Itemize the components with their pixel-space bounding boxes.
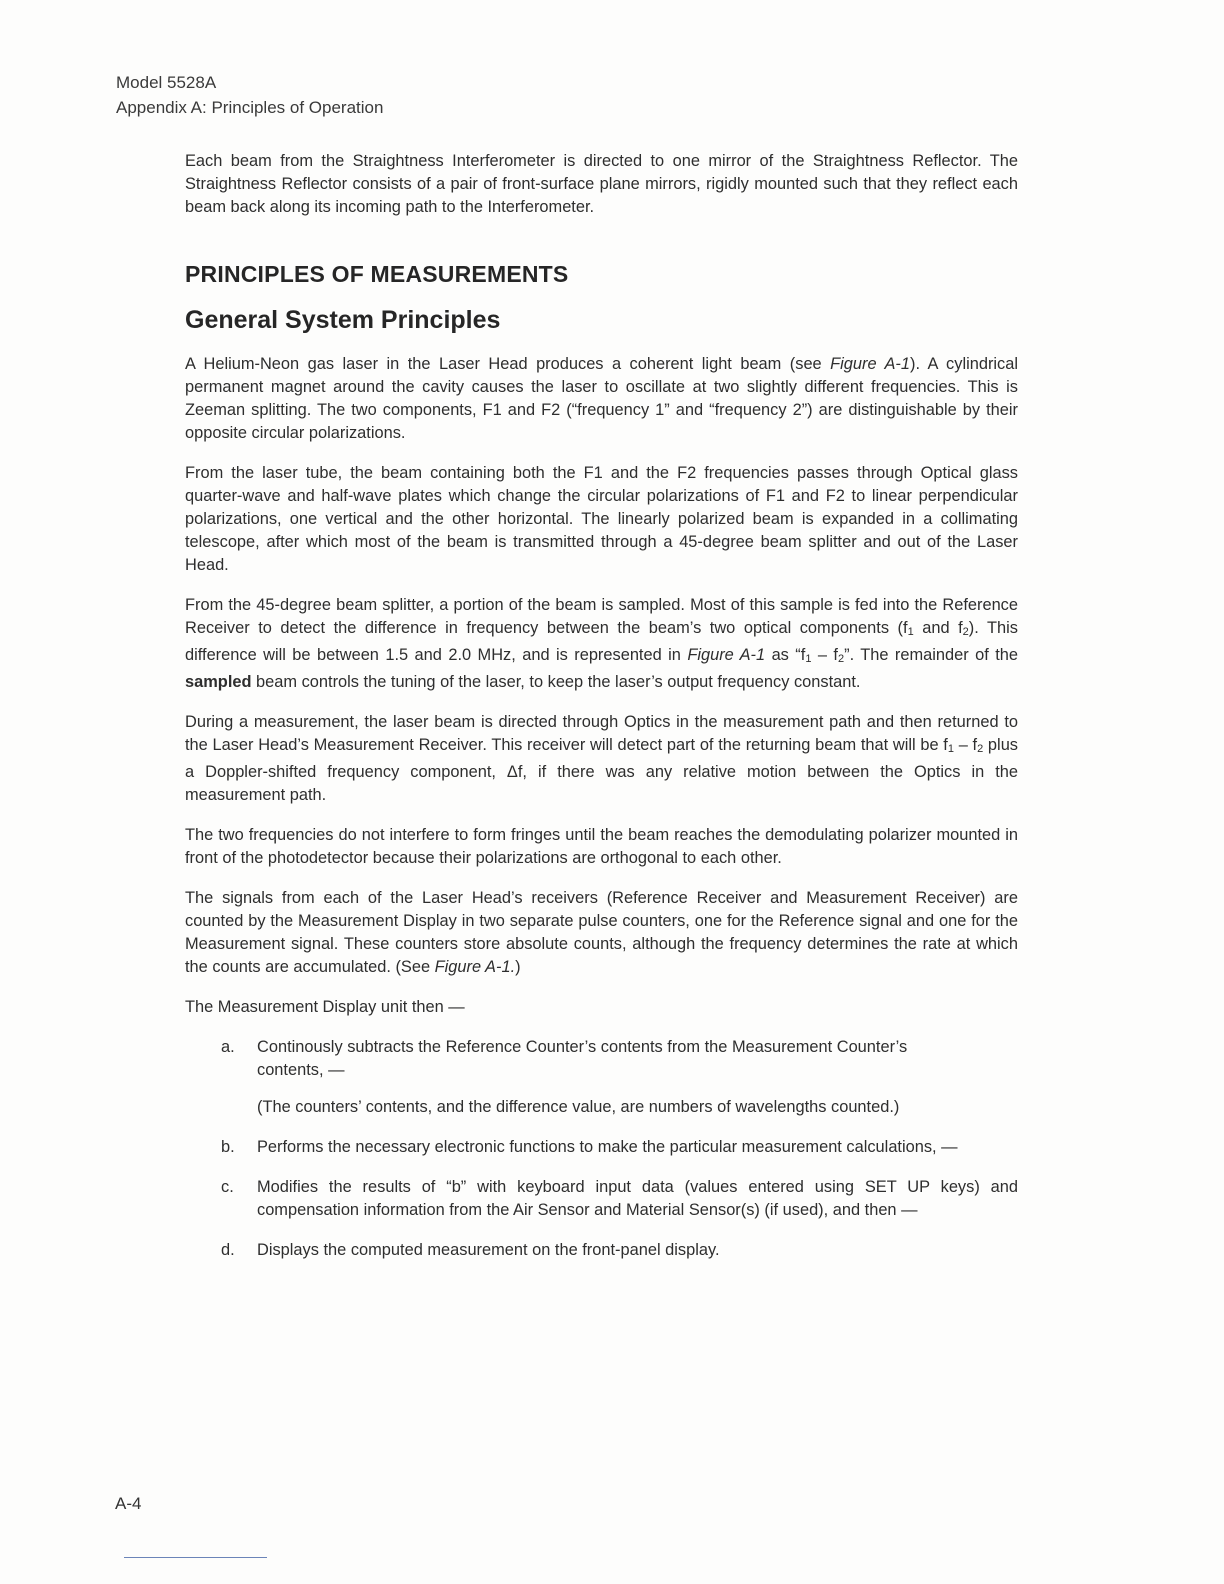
footer-rule xyxy=(124,1557,267,1558)
paragraph-counters xyxy=(185,887,1018,979)
paragraph-measurement-receiver xyxy=(185,711,1018,807)
page-number: A-4 xyxy=(115,1494,142,1513)
step-letter: a. xyxy=(221,1038,235,1056)
paragraph-beam-path: From the laser tube, the beam containing both the F1 and the F2 frequencies passes through Optical glass quarter-wave and half-wave plates which change the circular polarizations of F1 and F2 to linear perpendicular polarizations, one vertical and the other horizontal. The linearly polarized beam is expanded in a collimating telescope, after which most of the beam is transmitted through a 45-degree beam splitter and out of the Laser Head. xyxy=(185,464,1018,574)
text-span: plus a Doppler-shifted frequency component, Δf, if there was any relative motion between the Optics in the measurement path. xyxy=(185,736,1019,804)
step-text: Performs the necessary electronic functions to make the particular measurement calculations, — xyxy=(257,1138,958,1156)
list-item xyxy=(185,1136,1018,1159)
figure-reference: Figure A-1 xyxy=(830,355,910,373)
step-note: (The counters’ contents, and the difference value, are numbers of wavelengths counted.) xyxy=(257,1098,900,1116)
subsection-heading: General System Principles xyxy=(185,306,501,334)
list-item xyxy=(185,1239,1018,1262)
text-span: as “f xyxy=(765,646,806,664)
paragraph-fringes: The two frequencies do not interfere to form fringes until the beam reaches the demodulating polarizer mounted in front of the photodetector because their polarizations are orthogonal to each other. xyxy=(185,826,1018,867)
step-letter: c. xyxy=(221,1178,234,1196)
list-item xyxy=(185,1036,1018,1119)
steps-list xyxy=(185,1036,1018,1262)
text-span: ). This difference will be between 1.5 and 2.0 MHz, and is represented in xyxy=(185,619,1019,664)
subscript: 2 xyxy=(837,653,845,665)
main-content xyxy=(185,150,1018,1279)
subscript: 1 xyxy=(947,743,954,755)
text-span: ”. The remainder of the xyxy=(844,646,1019,664)
paragraph-reference-receiver xyxy=(185,594,1018,694)
text-span: – f xyxy=(953,736,978,754)
emphasis-sampled: sampled xyxy=(185,673,252,691)
text-span: and f xyxy=(913,619,963,637)
running-header xyxy=(116,70,383,120)
subscript: 2 xyxy=(962,626,969,638)
steps-lead-in: The Measurement Display unit then — xyxy=(185,998,465,1016)
appendix-title: Appendix A: Principles of Operation xyxy=(116,98,384,117)
text-span: ). A cylindrical permanent magnet around the cavity causes the laser to oscillate at two slightly different frequencies. This is Zeeman splitting. The two components, F1 and F2 (“frequency 1” and “frequency 2”) are distinguishable by their opposite circular polarizations. xyxy=(185,355,1019,442)
subscript: 2 xyxy=(977,743,984,755)
figure-reference: Figure A-1 xyxy=(687,646,766,664)
text-span: During a measurement, the laser beam is directed through Optics in the measurement path and then returned to the Laser Head’s Measurement Receiver. This receiver will detect part of the returning beam that will be f xyxy=(185,713,1018,754)
list-item xyxy=(185,1176,1018,1222)
figure-reference: Figure A-1. xyxy=(434,958,516,976)
step-letter: d. xyxy=(221,1241,235,1259)
text-span: ) xyxy=(515,958,521,976)
text-span: – f xyxy=(811,646,838,664)
intro-paragraph: Each beam from the Straightness Interferometer is directed to one mirror of the Straightness Reflector. The Straightness Reflector consists of a pair of front-surface plane mirrors, rigidly mounted such that they reflect each beam back along its incoming path to the Interferometer. xyxy=(185,152,1018,216)
paragraph-laser-source xyxy=(185,353,1018,445)
section-heading: PRINCIPLES OF MEASUREMENTS xyxy=(185,261,569,287)
step-text: Displays the computed measurement on the front-panel display. xyxy=(257,1241,720,1259)
text-span: From the 45-degree beam splitter, a portion of the beam is sampled. Most of this sample is fed into the Reference Receiver to detect the difference in frequency between the beam’s two optical components (f xyxy=(185,596,1018,637)
text-span: A Helium-Neon gas laser in the Laser Head produces a coherent light beam (see xyxy=(185,355,831,373)
subscript: 1 xyxy=(907,626,914,638)
step-text: Modifies the results of “b” with keyboard input data (values entered using SET UP keys) and compensation information from the Air Sensor and Material Sensor(s) (if used), and then — xyxy=(257,1178,1018,1219)
text-span: beam controls the tuning of the laser, to keep the laser’s output frequency constant. xyxy=(251,673,861,691)
text-span: The signals from each of the Laser Head’s receivers (Reference Receiver and Measurement Receiver) are counted by the Measurement Display in two separate pulse counters, one for the Reference signal and one for the Measurement signal. These counters store absolute counts, although the frequency determines the rate at which the counts are accumulated. (See xyxy=(185,889,1018,976)
model-label: Model 5528A xyxy=(116,73,217,92)
step-text: Continously subtracts the Reference Counter’s contents from the Measurement Counter’s contents, — xyxy=(257,1038,908,1079)
step-letter: b. xyxy=(221,1138,235,1156)
subscript: 1 xyxy=(805,653,812,665)
